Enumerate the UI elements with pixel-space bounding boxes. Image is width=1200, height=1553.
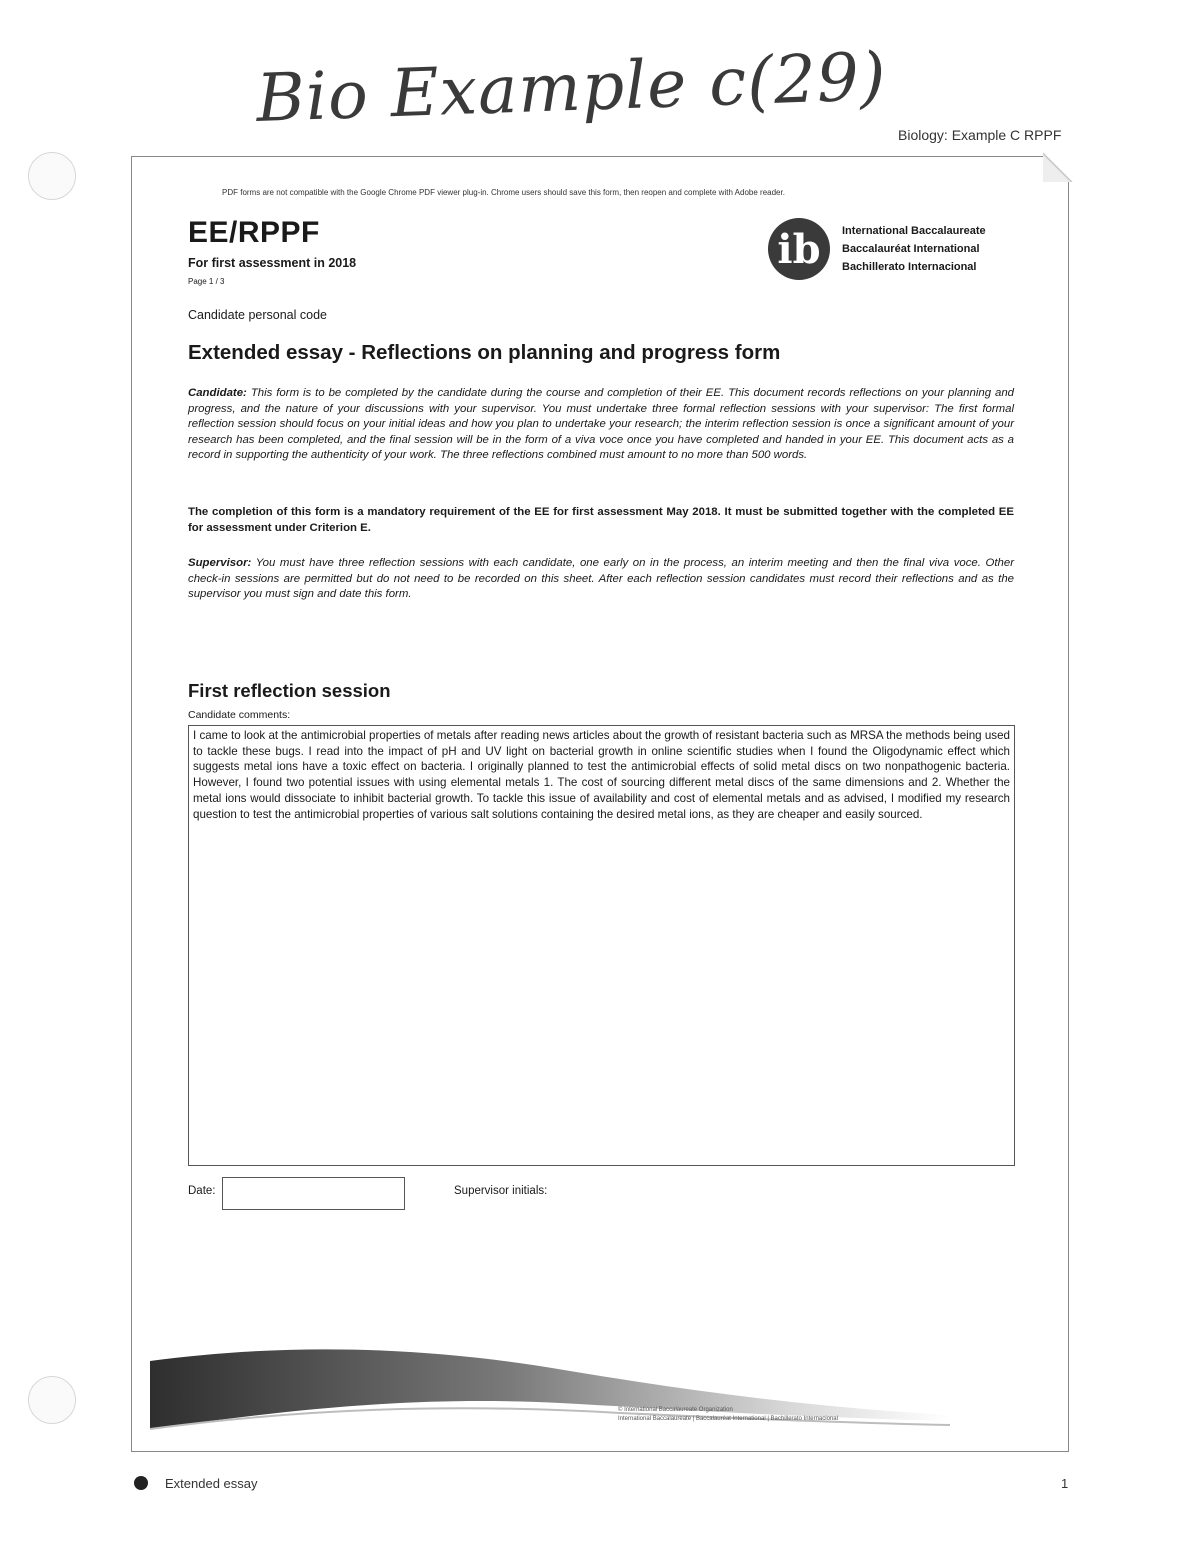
candidate-role-label: Candidate: (188, 387, 247, 399)
candidate-comments-label: Candidate comments: (188, 709, 291, 721)
organization-name-fr: Baccalauréat International (842, 243, 980, 255)
candidate-code-label: Candidate personal code (188, 308, 327, 322)
organization-name-en: International Baccalaureate (842, 225, 986, 237)
mandatory-note: The completion of this form is a mandatory requirement of the EE for first assessment May 2018. It must be submitted together with the completed EE for assessment under Criterion E. (188, 506, 1014, 534)
ib-logo-icon (768, 218, 830, 280)
supervisor-instructions-text: You must have three reflection sessions with each candidate, one early on in the process, an interim meeting and then the final viva voce. Other check-in sessions are permitted but do not need to be recorded on this sheet. After each reflection session candidates must record their reflections and as the supervisor you must sign and date this form. (188, 557, 1014, 601)
candidate-instructions-text: This form is to be completed by the candidate during the course and completion of their EE. This document records reflections on your planning and progress, and the nature of your discussions with your supervisor. You must undertake three formal reflection sessions with your supervisor: The first formal reflection session should focus on your initial ideas and how you plan to undertake your research; the interim reflection session is once a significant amount of your research has been completed, and the final session will be in the form of a viva voce once you have completed and handed in your EE. This document acts as a record in supporting the authenticity of your work. The three reflections combined must amount to no more than 500 words. (188, 387, 1014, 462)
footer-title: Extended essay (165, 1476, 258, 1491)
first-assessment-label: For first assessment in 2018 (188, 256, 357, 270)
date-field[interactable] (222, 1177, 405, 1210)
date-label: Date: (188, 1185, 216, 1197)
ib-globe-icon (134, 1476, 148, 1490)
footer-page-number: 1 (1061, 1476, 1069, 1491)
copyright-line: © International Baccalaureate Organization (618, 1407, 733, 1413)
candidate-instructions (188, 386, 1014, 464)
form-page-number: Page 1 / 3 (188, 277, 225, 286)
ib-logo-text: ib (777, 225, 821, 273)
organization-names (842, 222, 986, 276)
copyright-line: International Baccalaureate | Baccalauréat International | Bachillerato Internacional (618, 1416, 838, 1422)
punch-hole (28, 152, 76, 200)
supervisor-role-label: Supervisor: (188, 557, 252, 569)
form-code: EE/RPPF (188, 216, 320, 249)
section-title: First reflection session (188, 680, 391, 701)
document-header: Biology: Example C RPPF (898, 127, 1062, 143)
copyright-notice (618, 1406, 838, 1424)
supervisor-instructions (188, 556, 1014, 603)
candidate-comments-field[interactable]: I came to look at the antimicrobial properties of metals after reading news articles about the growth of resistant bacteria such as MRSA the methods being used to tackle these bugs. I read into the impact of pH and UV light on bacterial growth in online scientific studies when I found the Oligodynamic effect which suggests metal ions have a toxic effect on bacteria. I originally planned to test the antimicrobial effects of solid metal discs on two nonpathogenic bacteria. However, I found two potential issues with using elemental metals 1. The cost of sourcing different metal discs of the same dimensions and 2. Whether the metal ions would dissociate to inhibit bacterial growth. To tackle this issue of availability and cost of elemental metals and as advised, I modified my research question to test the antimicrobial properties of various salt solutions containing the desired metal ions, as they are cheaper and easily sourced. (188, 725, 1015, 1166)
page-fold (1043, 152, 1073, 182)
organization-name-es: Bachillerato Internacional (842, 261, 977, 273)
handwritten-heading: Bio Example c(29) (255, 37, 888, 137)
pdf-compatibility-note: PDF forms are not compatible with the Google Chrome PDF viewer plug-in. Chrome users should save this form, then reopen and complete with Adobe reader. (222, 188, 785, 197)
punch-hole (28, 1376, 76, 1424)
form-title: Extended essay - Reflections on planning and progress form (188, 341, 781, 364)
supervisor-initials-label: Supervisor initials: (454, 1185, 548, 1197)
